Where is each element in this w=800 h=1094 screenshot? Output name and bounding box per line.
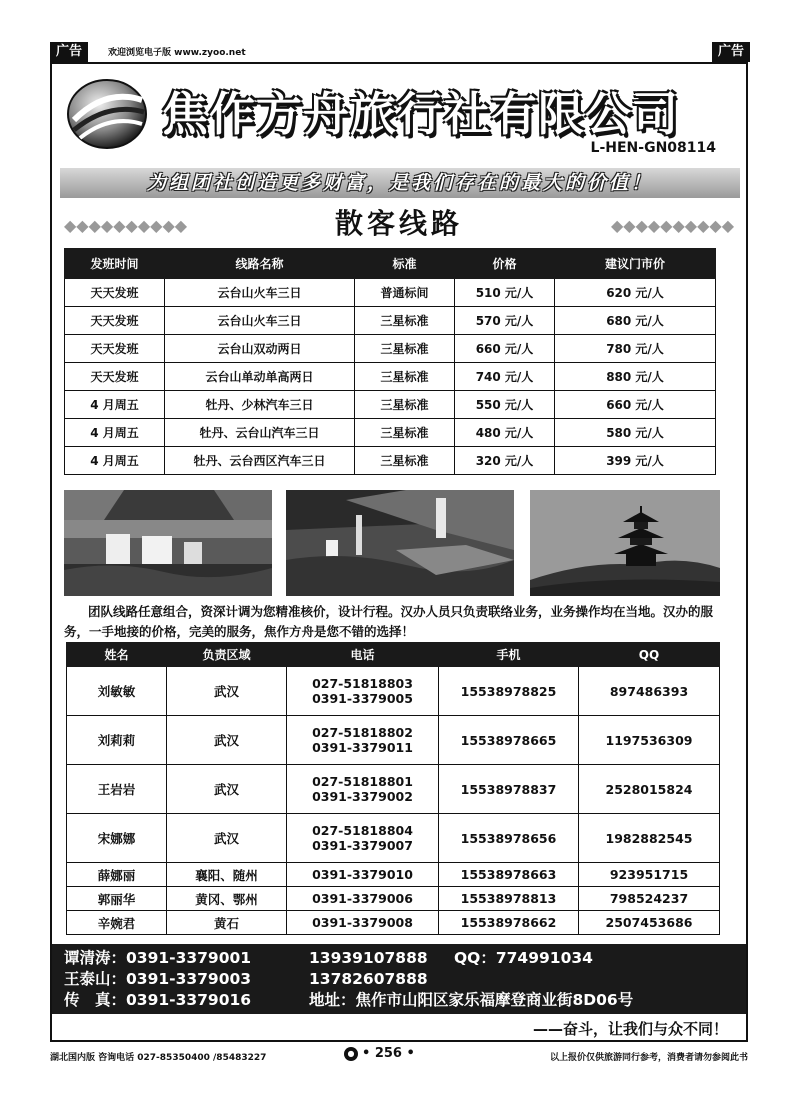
footer-fax: 传 真：0391-3379016 [64, 991, 252, 1009]
diamond-row-right: ◆◆◆◆◆◆◆◆◆◆ [610, 216, 734, 235]
route-retail: 660 元/人 [555, 391, 716, 419]
route-price: 480 元/人 [455, 419, 555, 447]
route-retail: 680 元/人 [555, 307, 716, 335]
contact-name: 宋娜娜 [67, 814, 167, 863]
route-retail: 620 元/人 [555, 279, 716, 307]
route-time: 天天发班 [65, 279, 165, 307]
contact-qq: 897486393 [579, 667, 720, 716]
route-name: 云台山火车三日 [165, 307, 355, 335]
footer-qq: QQ：774991034 [454, 949, 593, 967]
table-row [67, 667, 720, 716]
table-row [67, 863, 720, 887]
route-standard: 普通标间 [355, 279, 455, 307]
slogan: 为组团社创造更多财富，是我们存在的最大的价值！ [60, 168, 740, 198]
route-standard: 三星标准 [355, 391, 455, 419]
route-name: 云台山火车三日 [165, 279, 355, 307]
table-row [65, 391, 716, 419]
footer-mobile-1: 13939107888 [309, 949, 428, 967]
route-retail: 880 元/人 [555, 363, 716, 391]
route-retail: 399 元/人 [555, 447, 716, 475]
table-row [65, 335, 716, 363]
route-price: 320 元/人 [455, 447, 555, 475]
contact-mobile: 15538978663 [439, 863, 579, 887]
route-name: 牡丹、云台山汽车三日 [165, 419, 355, 447]
route-time: 4 月周五 [65, 447, 165, 475]
contact-area: 武汉 [167, 716, 287, 765]
page-badge-icon: ● [344, 1047, 358, 1061]
route-standard: 三星标准 [355, 419, 455, 447]
contact-area: 武汉 [167, 765, 287, 814]
table-row [65, 419, 716, 447]
page-number-text: • 256 • [362, 1046, 415, 1061]
contact-mobile: 15538978662 [439, 911, 579, 935]
route-time: 天天发班 [65, 363, 165, 391]
contact-phone: 0391-3379008 [287, 911, 439, 935]
waterfall-photo-1 [64, 490, 272, 596]
contact-area: 武汉 [167, 814, 287, 863]
contact-phone [287, 667, 439, 716]
contact-name: 薛娜丽 [67, 863, 167, 887]
contact-name: 王岩岩 [67, 765, 167, 814]
routes-header-route: 线路名称 [165, 249, 355, 279]
route-name: 牡丹、云台西区汽车三日 [165, 447, 355, 475]
table-row [67, 911, 720, 935]
table-row [65, 447, 716, 475]
contact-qq: 2528015824 [579, 765, 720, 814]
routes-header-time: 发班时间 [65, 249, 165, 279]
route-standard: 三星标准 [355, 447, 455, 475]
phone-line-1: 027-51818804 [312, 823, 413, 838]
routes-header-retail: 建议门市价 [555, 249, 716, 279]
waterfall-photo-2 [286, 490, 514, 596]
site-text: 欢迎浏览电子版 www.zyoo.net [108, 48, 246, 58]
contact-name: 刘敏敏 [67, 667, 167, 716]
contact-mobile: 15538978665 [439, 716, 579, 765]
diamond-row-left: ◆◆◆◆◆◆◆◆◆◆ [64, 216, 188, 235]
contact-phone [287, 716, 439, 765]
company-name: 焦作方舟旅行社有限公司 [162, 87, 679, 141]
contact-area: 襄阳、随州 [167, 863, 287, 887]
contact-phone [287, 814, 439, 863]
contacts-header-mobile: 手机 [439, 643, 579, 667]
contact-qq: 1982882545 [579, 814, 720, 863]
ad-label-left: 广告 [50, 42, 88, 62]
contact-area: 武汉 [167, 667, 287, 716]
license-number: L-HEN-GN08114 [590, 140, 716, 156]
route-price: 550 元/人 [455, 391, 555, 419]
contact-qq: 798524237 [579, 887, 720, 911]
route-time: 天天发班 [65, 307, 165, 335]
phone-line-2: 0391-3379007 [312, 838, 413, 853]
disclaimer: 以上报价仅供旅游同行参考，消费者请勿参阅此书 [549, 1053, 748, 1063]
contacts-table [66, 642, 720, 935]
section-title: 散客线路 [334, 207, 463, 240]
contact-mobile: 15538978825 [439, 667, 579, 716]
footer-address: 地址：焦作市山阳区家乐福摩登商业街8D06号 [309, 991, 634, 1009]
contact-name: 辛婉君 [67, 911, 167, 935]
table-row [67, 814, 720, 863]
contact-phone [287, 765, 439, 814]
footer-line-3 [64, 990, 746, 1011]
contact-qq: 2507453686 [579, 911, 720, 935]
page-number [344, 1046, 415, 1061]
phone-line-2: 0391-3379002 [312, 789, 413, 804]
table-row [65, 279, 716, 307]
route-name: 牡丹、少林汽车三日 [165, 391, 355, 419]
footer-contact-bar [52, 944, 746, 1014]
route-retail: 780 元/人 [555, 335, 716, 363]
route-standard: 三星标准 [355, 363, 455, 391]
table-row [67, 765, 720, 814]
phone-line-1: 027-51818803 [312, 676, 413, 691]
phone-line-1: 027-51818801 [312, 774, 413, 789]
contact-mobile: 15538978837 [439, 765, 579, 814]
contact-area: 黄石 [167, 911, 287, 935]
contact-mobile: 15538978813 [439, 887, 579, 911]
route-time: 4 月周五 [65, 391, 165, 419]
contact-name: 刘莉莉 [67, 716, 167, 765]
footer-contact-2: 王泰山：0391-3379003 [64, 970, 252, 988]
contact-name: 郭丽华 [67, 887, 167, 911]
contact-qq: 923951715 [579, 863, 720, 887]
footer-contact-1: 谭清涛：0391-3379001 [64, 949, 252, 967]
contacts-header-phone: 电话 [287, 643, 439, 667]
route-retail: 580 元/人 [555, 419, 716, 447]
edition-info: 湖北国内版 咨询电话 027-85350400 /85483227 [50, 1053, 267, 1063]
routes-header-price: 价格 [455, 249, 555, 279]
table-row [65, 307, 716, 335]
phone-line-2: 0391-3379011 [312, 740, 413, 755]
table-row [65, 363, 716, 391]
contact-area: 黄冈、鄂州 [167, 887, 287, 911]
contact-phone: 0391-3379010 [287, 863, 439, 887]
route-standard: 三星标准 [355, 307, 455, 335]
contact-qq: 1197536309 [579, 716, 720, 765]
contacts-header-area: 负责区域 [167, 643, 287, 667]
table-row [67, 887, 720, 911]
route-price: 740 元/人 [455, 363, 555, 391]
table-row [67, 716, 720, 765]
header [52, 64, 746, 164]
route-price: 660 元/人 [455, 335, 555, 363]
route-price: 570 元/人 [455, 307, 555, 335]
route-name: 云台山双动两日 [165, 335, 355, 363]
motto: ——奋斗，让我们与众不同！ [532, 1020, 728, 1038]
route-name: 云台山单动单高两日 [165, 363, 355, 391]
route-standard: 三星标准 [355, 335, 455, 363]
phone-line-2: 0391-3379005 [312, 691, 413, 706]
phone-line-1: 027-51818802 [312, 725, 413, 740]
contacts-header-name: 姓名 [67, 643, 167, 667]
contacts-header-qq: QQ [579, 643, 720, 667]
contact-phone: 0391-3379006 [287, 887, 439, 911]
route-price: 510 元/人 [455, 279, 555, 307]
company-logo-icon [66, 78, 148, 150]
advert-frame [50, 62, 748, 1042]
footer-line-1 [64, 948, 746, 969]
routes-header-standard: 标准 [355, 249, 455, 279]
contact-mobile: 15538978656 [439, 814, 579, 863]
route-time: 4 月周五 [65, 419, 165, 447]
routes-table [64, 248, 716, 475]
footer-line-2 [64, 969, 746, 990]
pavilion-photo [530, 490, 720, 596]
route-time: 天天发班 [65, 335, 165, 363]
intro-text: 团队线路任意组合，资深计调为您精准核价，设计行程。汉办人员只负责联络业务，业务操作均在当地。汉办的服务，一手地接的价格，完美的服务，焦作方舟是您不错的选择！ [64, 604, 714, 639]
ad-label-right: 广告 [712, 42, 750, 62]
footer-mobile-2: 13782607888 [309, 970, 428, 988]
